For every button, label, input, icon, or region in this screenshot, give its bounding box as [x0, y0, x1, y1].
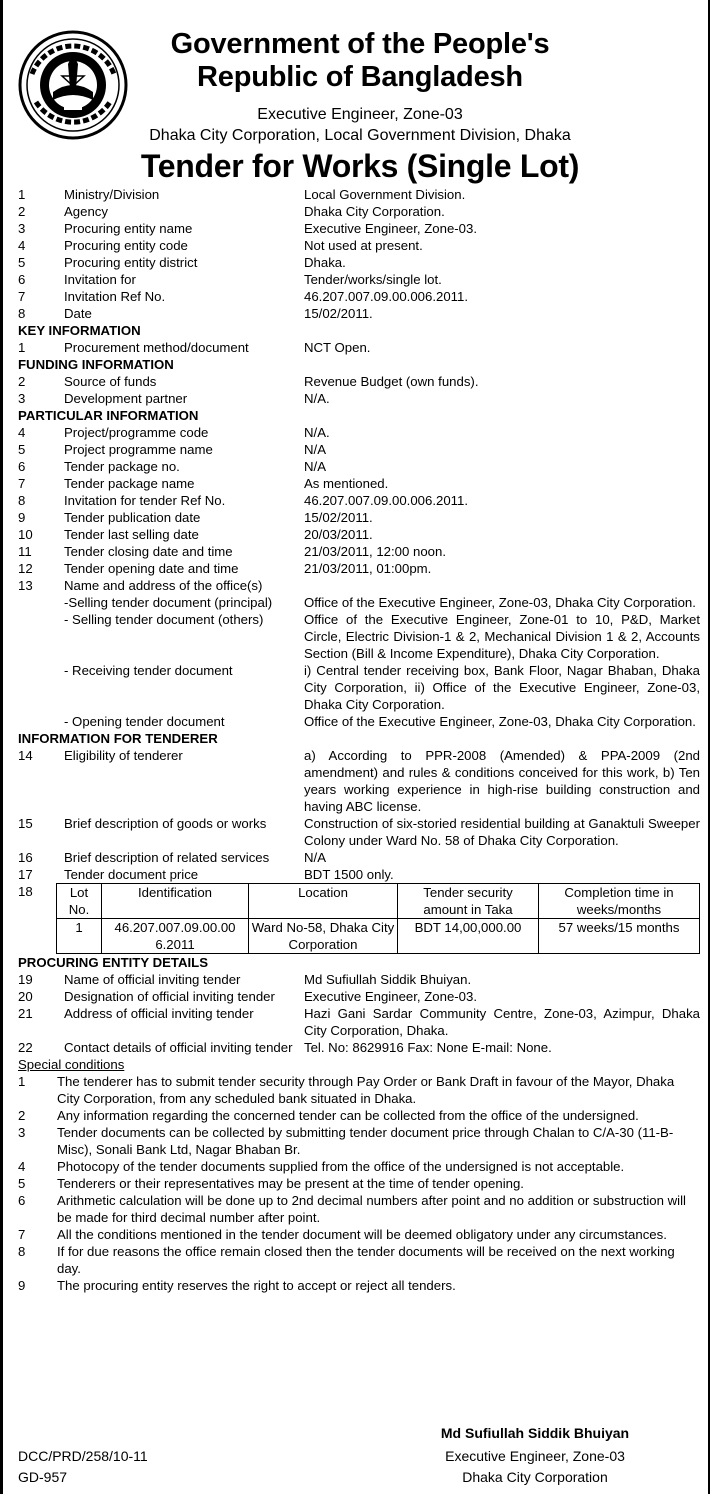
special-conditions-list: [18, 1073, 700, 1294]
item-value: Dhaka.: [304, 255, 346, 270]
info-row: [18, 526, 700, 543]
condition-text: Any information regarding the concerned tender can be collected from the office of the undersigned.: [57, 1108, 639, 1123]
item-label: Name and address of the office(s): [64, 578, 263, 593]
item-label: Procuring entity district: [64, 255, 198, 270]
notice-title: Tender for Works (Single Lot): [140, 148, 580, 184]
item-number: 4: [18, 238, 26, 253]
condition-number: 6: [18, 1193, 26, 1208]
info-row: [18, 1039, 700, 1056]
item-value: Tel. No: 8629916 Fax: None E-mail: None.: [304, 1040, 552, 1055]
funding-info-list: [18, 373, 700, 407]
info-row: [18, 475, 700, 492]
item-label: Agency: [64, 204, 108, 219]
item-label: - Opening tender document: [64, 714, 225, 729]
condition-text: Arithmetic calculation will be done up to 2nd decimal numbers after point and no addition or substruction will be made for third decimal number after point.: [57, 1193, 686, 1225]
title-line-1: Government of the People's: [170, 28, 550, 60]
office-address-list: [18, 594, 700, 730]
cell: 1: [57, 919, 102, 954]
item-value: Tender/works/single lot.: [304, 272, 442, 287]
item-label: Tender publication date: [64, 510, 201, 525]
info-row: [18, 424, 700, 441]
info-row: [18, 747, 700, 815]
lot-table-row: [18, 883, 700, 954]
condition-text: Photocopy of the tender documents supplied from the office of the undersigned is not acceptable.: [57, 1159, 625, 1174]
item-label: Brief description of related services: [64, 850, 270, 865]
condition-number: 7: [18, 1227, 26, 1242]
item-value: Not used at present.: [304, 238, 423, 253]
item-label: Tender package no.: [64, 459, 180, 474]
item-value: 20/03/2011.: [304, 527, 373, 542]
item-label: - Receiving tender document: [64, 663, 233, 678]
item-label: Development partner: [64, 391, 188, 406]
item-label: Tender closing date and time: [64, 544, 233, 559]
item-value: 46.207.007.09.00.006.2011.: [304, 493, 469, 508]
office-line: Executive Engineer, Zone-03: [257, 106, 463, 123]
key-information-heading: KEY INFORMATION: [18, 323, 141, 338]
info-row: [18, 458, 700, 475]
item-number: 3: [18, 391, 26, 406]
item-number: 19: [18, 972, 33, 987]
item-number: 14: [18, 748, 33, 763]
item-label: Invitation for tender Ref No.: [64, 493, 226, 508]
info-row: [18, 577, 700, 594]
item-number: 10: [18, 527, 33, 542]
item-value: Local Government Division.: [304, 187, 466, 202]
item-number: 18: [18, 884, 33, 899]
item-number: 22: [18, 1040, 33, 1055]
item-number: 7: [18, 476, 26, 491]
condition-text: All the conditions mentioned in the tender document will be deemed obligatory under any circumstances.: [57, 1227, 667, 1242]
info-row: [18, 390, 700, 407]
item-number: 3: [18, 221, 26, 236]
info-row: [18, 971, 700, 988]
info-row: [18, 203, 700, 220]
item-value: Executive Engineer, Zone-03.: [304, 221, 478, 236]
signatory-title: Executive Engineer, Zone-03: [445, 1448, 625, 1464]
item-label: Designation of official inviting tender: [64, 989, 275, 1004]
item-number: 2: [18, 374, 26, 389]
special-condition-item: [18, 1175, 700, 1192]
info-row: [18, 1005, 700, 1039]
col-header: Location: [249, 884, 398, 919]
condition-text: Tenderers or their representatives may be present at the time of tender opening.: [57, 1176, 524, 1191]
item-value: Office of the Executive Engineer, Zone-03, Dhaka City Corporation.: [304, 714, 696, 729]
col-header: Tender security amount in Taka: [398, 884, 539, 919]
info-row: [18, 543, 700, 560]
item-number: 9: [18, 510, 26, 525]
condition-number: 8: [18, 1244, 26, 1259]
item-value: 21/03/2011, 12:00 noon.: [304, 544, 447, 559]
title-line-2: Republic of Bangladesh: [197, 61, 523, 93]
info-row: [18, 305, 700, 322]
item-number: 13: [18, 578, 33, 593]
special-condition-item: [18, 1073, 700, 1107]
item-label: Procurement method/document: [64, 340, 249, 355]
info-row: [18, 849, 700, 866]
special-condition-item: [18, 1243, 700, 1277]
info-row: [18, 662, 700, 713]
info-row: [18, 254, 700, 271]
info-row: [18, 866, 700, 883]
lot-table: [56, 883, 700, 954]
item-value: 46.207.007.09.00.006.2011.: [304, 289, 469, 304]
item-number: 6: [18, 459, 26, 474]
item-number: 8: [18, 306, 26, 321]
item-number: 17: [18, 867, 33, 882]
cell: BDT 14,00,000.00: [398, 919, 539, 954]
item-number: 20: [18, 989, 33, 1004]
item-label: Invitation for: [64, 272, 136, 287]
funding-information-heading: FUNDING INFORMATION: [18, 357, 174, 372]
item-label: Eligibility of tenderer: [64, 748, 183, 763]
item-value: N/A: [304, 850, 326, 865]
item-label: Project programme name: [64, 442, 213, 457]
item-value: N/A.: [304, 391, 330, 406]
item-label: Tender document price: [64, 867, 199, 882]
item-value: Construction of six-storied residential building at Ganaktuli Sweeper Colony under Ward No. 58 of Dhaka City Corporation.: [304, 816, 700, 848]
special-condition-item: [18, 1124, 700, 1158]
condition-number: 4: [18, 1159, 26, 1174]
item-number: 7: [18, 289, 26, 304]
info-row: [18, 237, 700, 254]
item-value: Md Sufiullah Siddik Bhuiyan.: [304, 972, 472, 987]
information-for-tenderer-heading: INFORMATION FOR TENDERER: [18, 731, 218, 746]
table-row: [57, 919, 700, 954]
item-label: Name of official inviting tender: [64, 972, 241, 987]
item-value: N/A: [304, 459, 326, 474]
item-value: Hazi Gani Sardar Community Centre, Zone-03, Azimpur, Dhaka City Corporation, Dhaka.: [304, 1006, 700, 1038]
particular-info-list: [18, 424, 700, 594]
org-line: Dhaka City Corporation, Local Government Division, Dhaka: [149, 127, 571, 144]
item-label: Source of funds: [64, 374, 157, 389]
condition-number: 9: [18, 1278, 26, 1293]
item-number: 5: [18, 255, 26, 270]
info-row: [18, 988, 700, 1005]
lot-table-header: [57, 884, 700, 919]
info-row: [18, 271, 700, 288]
info-row: [18, 186, 700, 203]
info-row: [18, 815, 700, 849]
item-label: Invitation Ref No.: [64, 289, 166, 304]
entity-info-list: [18, 971, 700, 1056]
item-value: NCT Open.: [304, 340, 371, 355]
left-border: [0, 0, 3, 1494]
item-value: a) According to PPR-2008 (Amended) & PPA-2009 (2nd amendment) and rules & conditions conceived for this work, b) Ten years working experience in high-rise building construction and having ABC license.: [304, 748, 700, 814]
item-value: i) Central tender receiving box, Bank Floor, Nagar Bhaban, Dhaka City Corporation, ii) Office of the Executive Engineer, Zone-03, Dhaka City Corporation.: [304, 663, 700, 712]
item-number: 8: [18, 493, 26, 508]
info-row: [18, 339, 700, 356]
item-label: Contact details of official inviting tender: [64, 1040, 293, 1055]
item-value: Office of the Executive Engineer, Zone-03, Dhaka City Corporation.: [304, 595, 696, 610]
condition-number: 2: [18, 1108, 26, 1123]
tenderer-info-list: [18, 747, 700, 883]
special-condition-item: [18, 1107, 700, 1124]
item-label: Project/programme code: [64, 425, 209, 440]
item-value: Office of the Executive Engineer, Zone-01 to 10, P&D, Market Circle, Electric Division-1 & 2, Mechanical Division 1 & 2, Accounts Section (Bill & Income Expenditure), Dhaka City Corporation.: [304, 612, 700, 661]
item-value: N/A.: [304, 425, 330, 440]
item-label: -Selling tender document (principal): [64, 595, 273, 610]
condition-text: Tender documents can be collected by submitting tender document price through Chalan to C/A-30 (11-B-Misc), Sonali Bank Ltd, Nagar Bhaban Br.: [57, 1125, 674, 1157]
item-number: 6: [18, 272, 26, 287]
info-row: [18, 611, 700, 662]
item-label: Tender package name: [64, 476, 195, 491]
item-number: 16: [18, 850, 33, 865]
notice-body: [18, 186, 700, 1294]
particular-information-heading: PARTICULAR INFORMATION: [18, 408, 199, 423]
item-label: - Selling tender document (others): [64, 612, 264, 627]
item-value: N/A: [304, 442, 326, 457]
col-header: Lot No.: [57, 884, 102, 919]
item-number: 1: [18, 340, 26, 355]
info-row: [18, 220, 700, 237]
item-label: Brief description of goods or works: [64, 816, 267, 831]
item-number: 12: [18, 561, 33, 576]
item-number: 15: [18, 816, 33, 831]
basic-info-list: [18, 186, 700, 322]
condition-number: 1: [18, 1074, 26, 1089]
item-value: As mentioned.: [304, 476, 389, 491]
item-label: Procuring entity code: [64, 238, 188, 253]
item-number: 21: [18, 1006, 33, 1021]
special-condition-item: [18, 1192, 700, 1226]
special-condition-item: [18, 1158, 700, 1175]
item-value: Dhaka City Corporation.: [304, 204, 445, 219]
item-label: Address of official inviting tender: [64, 1006, 254, 1021]
item-value: BDT 1500 only.: [304, 867, 394, 882]
item-label: Procuring entity name: [64, 221, 193, 236]
info-row: [18, 441, 700, 458]
info-row: [18, 288, 700, 305]
key-info-list: [18, 339, 700, 356]
item-value: 21/03/2011, 01:00pm.: [304, 561, 432, 576]
item-value: Executive Engineer, Zone-03.: [304, 989, 478, 1004]
cell: 46.207.007.09.00.00 6.2011: [102, 919, 249, 954]
reference-number: DCC/PRD/258/10-11: [18, 1448, 148, 1464]
item-value: 15/02/2011.: [304, 510, 373, 525]
col-header: Identification: [102, 884, 249, 919]
condition-text: If for due reasons the office remain closed then the tender documents will be received on the next working day.: [57, 1244, 675, 1276]
signatory-name: Md Sufiullah Siddik Bhuiyan: [440, 1425, 630, 1441]
item-value: Revenue Budget (own funds).: [304, 374, 479, 389]
signatory-org: Dhaka City Corporation: [462, 1469, 608, 1485]
condition-number: 5: [18, 1176, 26, 1191]
info-row: [18, 713, 700, 730]
item-number: 1: [18, 187, 26, 202]
cell: Ward No-58, Dhaka City Corporation: [249, 919, 398, 954]
cell: 57 weeks/15 months: [539, 919, 700, 954]
item-number: 11: [18, 544, 32, 559]
special-condition-item: [18, 1277, 700, 1294]
item-value: [304, 577, 700, 594]
item-label: Tender last selling date: [64, 527, 199, 542]
procuring-entity-details-heading: PROCURING ENTITY DETAILS: [18, 955, 209, 970]
item-number: 5: [18, 442, 26, 457]
item-number: 2: [18, 204, 26, 219]
special-conditions-heading: Special conditions: [18, 1057, 125, 1072]
info-row: [18, 560, 700, 577]
gd-number: GD-957: [18, 1469, 68, 1485]
item-label: Tender opening date and time: [64, 561, 239, 576]
info-row: [18, 594, 700, 611]
condition-text: The procuring entity reserves the right to accept or reject all tenders.: [57, 1278, 456, 1293]
item-label: Ministry/Division: [64, 187, 160, 202]
condition-text: The tenderer has to submit tender security through Pay Order or Bank Draft in favour of the Mayor, Dhaka City Corporation, from any scheduled bank situated in Dhaka.: [57, 1074, 675, 1106]
condition-number: 3: [18, 1125, 26, 1140]
item-value: 15/02/2011.: [304, 306, 373, 321]
info-row: [18, 509, 700, 526]
special-condition-item: [18, 1226, 700, 1243]
item-number: 4: [18, 425, 26, 440]
info-row: [18, 492, 700, 509]
item-label: Date: [64, 306, 92, 321]
info-row: [18, 373, 700, 390]
col-header: Completion time in weeks/months: [539, 884, 700, 919]
